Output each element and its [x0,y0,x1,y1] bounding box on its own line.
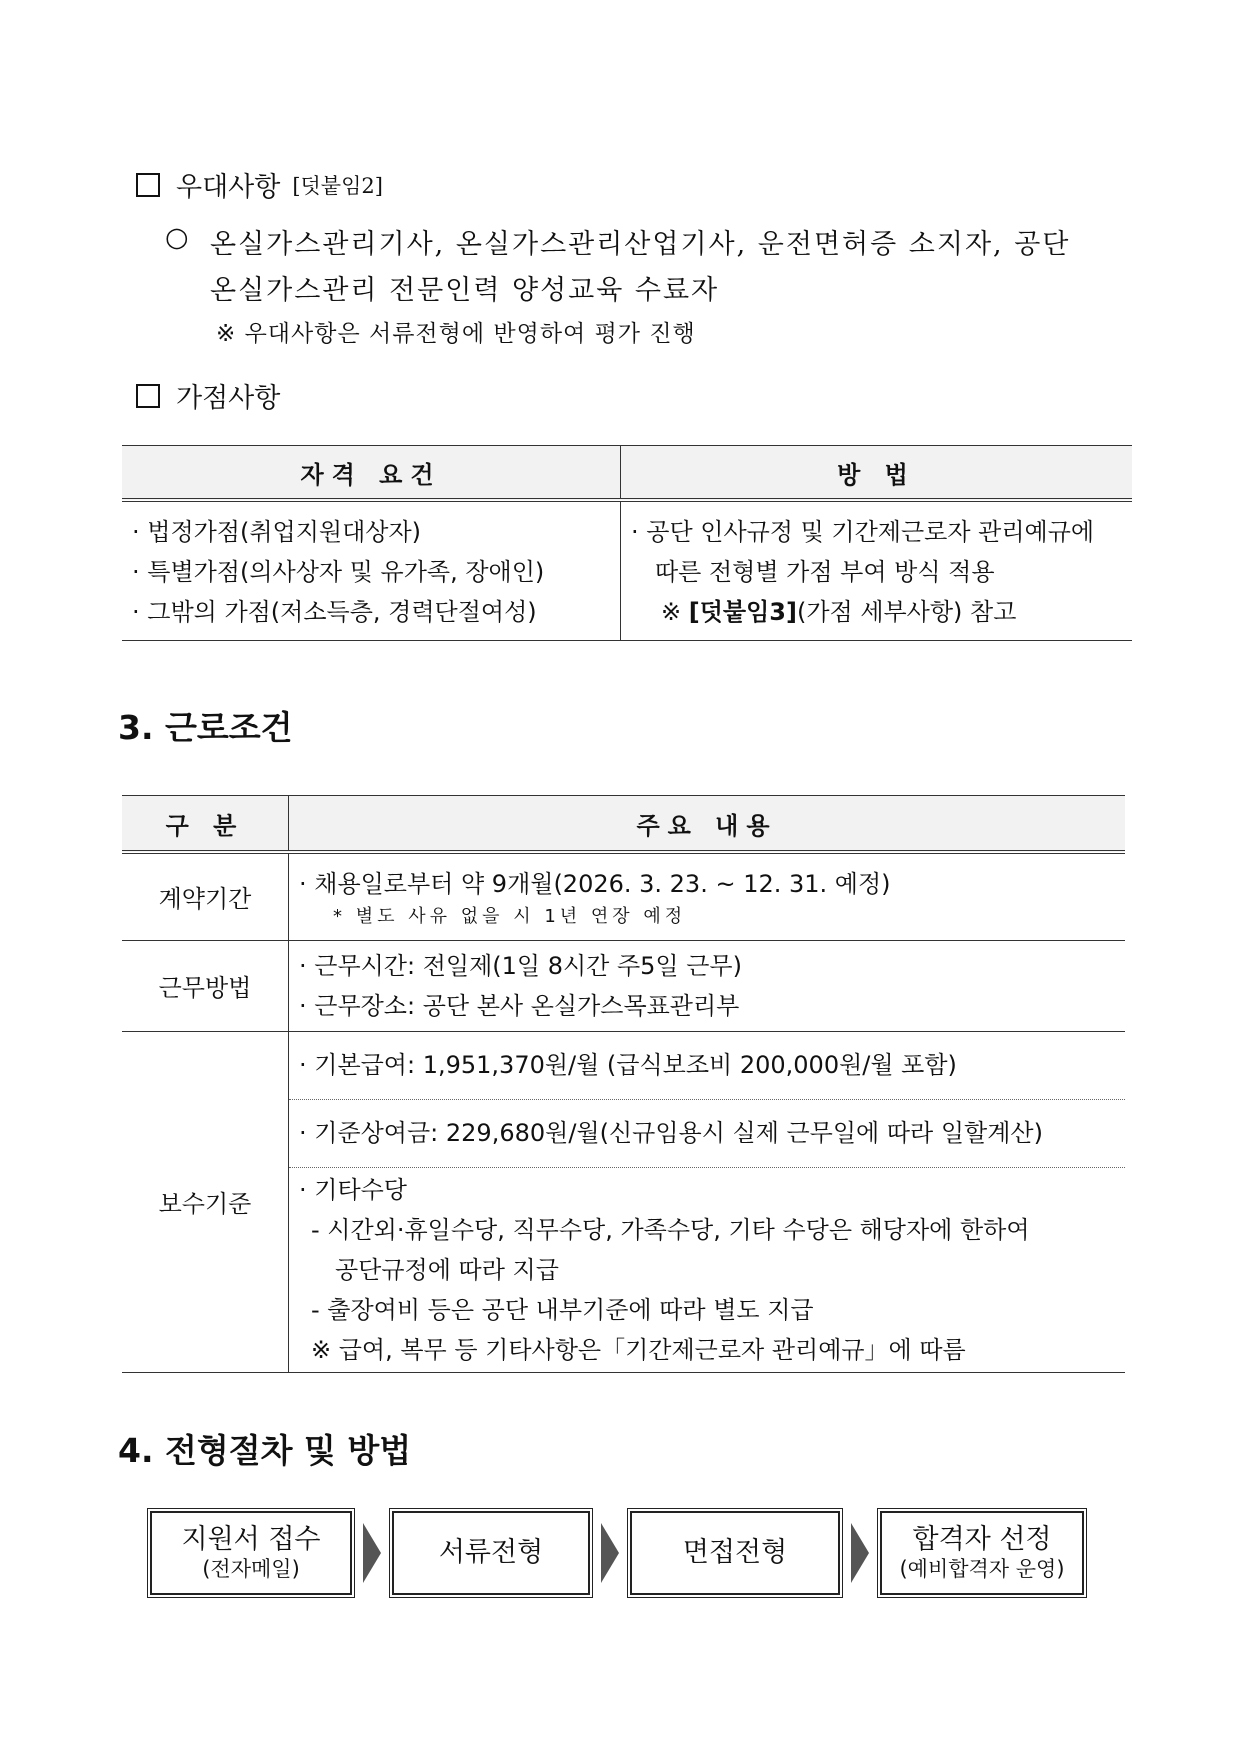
checkbox-square-icon [136,173,160,197]
conditions-table [122,795,1125,1373]
procedure-step-2 [389,1508,593,1598]
pay-other-1b: 공단규정에 따라 지급 [335,1255,559,1284]
work-line1: · 근무시간: 전일제(1일 8시간 주5일 근무) [299,951,742,980]
procedure-step-3 [627,1508,843,1598]
pay-other-note: ※ 급여, 복무 등 기타사항은「기간제근로자 관리예규」에 따름 [311,1335,966,1364]
preferences-note: ※ 우대사항은 서류전형에 반영하여 평가 진행 [216,321,696,347]
conditions-col-content: 주요 내용 [289,796,1126,853]
pay-other [289,1167,1126,1372]
pay-other-title: · 기타수당 [299,1175,407,1204]
preferences-line1: 온실가스관리기사, 온실가스관리산업기사, 운전면허증 소지자, 공단 [210,229,1071,260]
bonus-requirement-3: · 그밖의 가점(저소득층, 경력단절여성) [132,598,537,626]
bonus-col-method: 방 법 [621,446,1133,501]
preferences-line2: 온실가스관리 전문인력 양성교육 수료자 [210,275,720,306]
pay-label: 보수기준 [122,1031,289,1372]
procedure-step-1-label: 지원서 접수 [181,1524,321,1555]
conditions-col-category: 구 분 [122,796,289,853]
procedure-step-1-sub: (전자메일) [202,1557,300,1581]
bonus-col-requirement: 자격 요건 [122,446,621,501]
bonus-method-cell [621,500,1133,641]
work-label: 근무방법 [122,940,289,1031]
bonus-method-note [631,592,1124,632]
pay-base: · 기본급여: 1,951,370원/월 (급식보조비 200,000원/월 포함) [289,1031,1126,1099]
bonus-method-line2: 따른 전형별 가점 부여 방식 적용 [655,558,995,586]
pay-other-1a: - 시간외·휴일수당, 직무수당, 가족수당, 기타 수당은 해당자에 한하여 [311,1215,1030,1244]
procedure-step-2-label: 서류전형 [438,1537,544,1568]
procedure-step-1 [147,1508,355,1598]
circle-bullet-icon: ○ [165,222,191,253]
procedure-step-3-label: 면접전형 [682,1537,788,1568]
bonus-table [122,445,1132,641]
procedure-step-4-sub: (예비합격자 운영) [899,1557,1065,1581]
bonus-requirement-1: · 법정가점(취업지원대상자) [132,518,422,546]
conditions-title: 3. 근로조건 [118,708,293,747]
work-line2: · 근무장소: 공단 본사 온실가스목표관리부 [299,991,740,1020]
work-content [289,940,1126,1031]
pay-bonus: · 기준상여금: 229,680원/월(신규임용시 실제 근무일에 따라 일할계산) [289,1099,1126,1167]
preferences-heading [136,165,383,204]
bonus-heading [136,376,280,415]
arrow-right-icon [601,1523,619,1583]
procedure-title: 4. 전형절차 및 방법 [118,1431,412,1470]
procedure-step-4-label: 합격자 선정 [912,1524,1052,1555]
contract-label: 계약기간 [122,852,289,940]
preferences-bullet [165,222,191,253]
preferences-heading-ref: [덧붙임2] [292,173,383,198]
contract-line1: · 채용일로부터 약 9개월(2026. 3. 23. ~ 12. 31. 예정) [299,869,891,898]
preferences-heading-text: 우대사항 [176,172,281,203]
bonus-method-note-prefix: ※ [661,598,682,626]
procedure-flow [147,1508,1087,1598]
pay-other-2: - 출장여비 등은 공단 내부기준에 따라 별도 지급 [311,1295,814,1324]
procedure-step-4 [877,1508,1087,1598]
contract-content [289,852,1126,940]
arrow-right-icon [851,1523,869,1583]
bonus-method-line1: · 공단 인사규정 및 기간제근로자 관리예규에 [631,518,1095,546]
contract-sub-note: * 별도 사유 없을 시 1년 연장 예정 [333,905,687,927]
bonus-requirements-cell [122,500,621,641]
arrow-right-icon [363,1523,381,1583]
bonus-method-note-rest: (가점 세부사항) 참고 [796,598,1017,626]
bonus-heading-text: 가점사항 [176,383,281,414]
bonus-requirement-2: · 특별가점(의사상자 및 유가족, 장애인) [132,558,545,586]
checkbox-square-icon [136,384,160,408]
bonus-method-note-ref: [덧붙임3] [688,598,797,626]
